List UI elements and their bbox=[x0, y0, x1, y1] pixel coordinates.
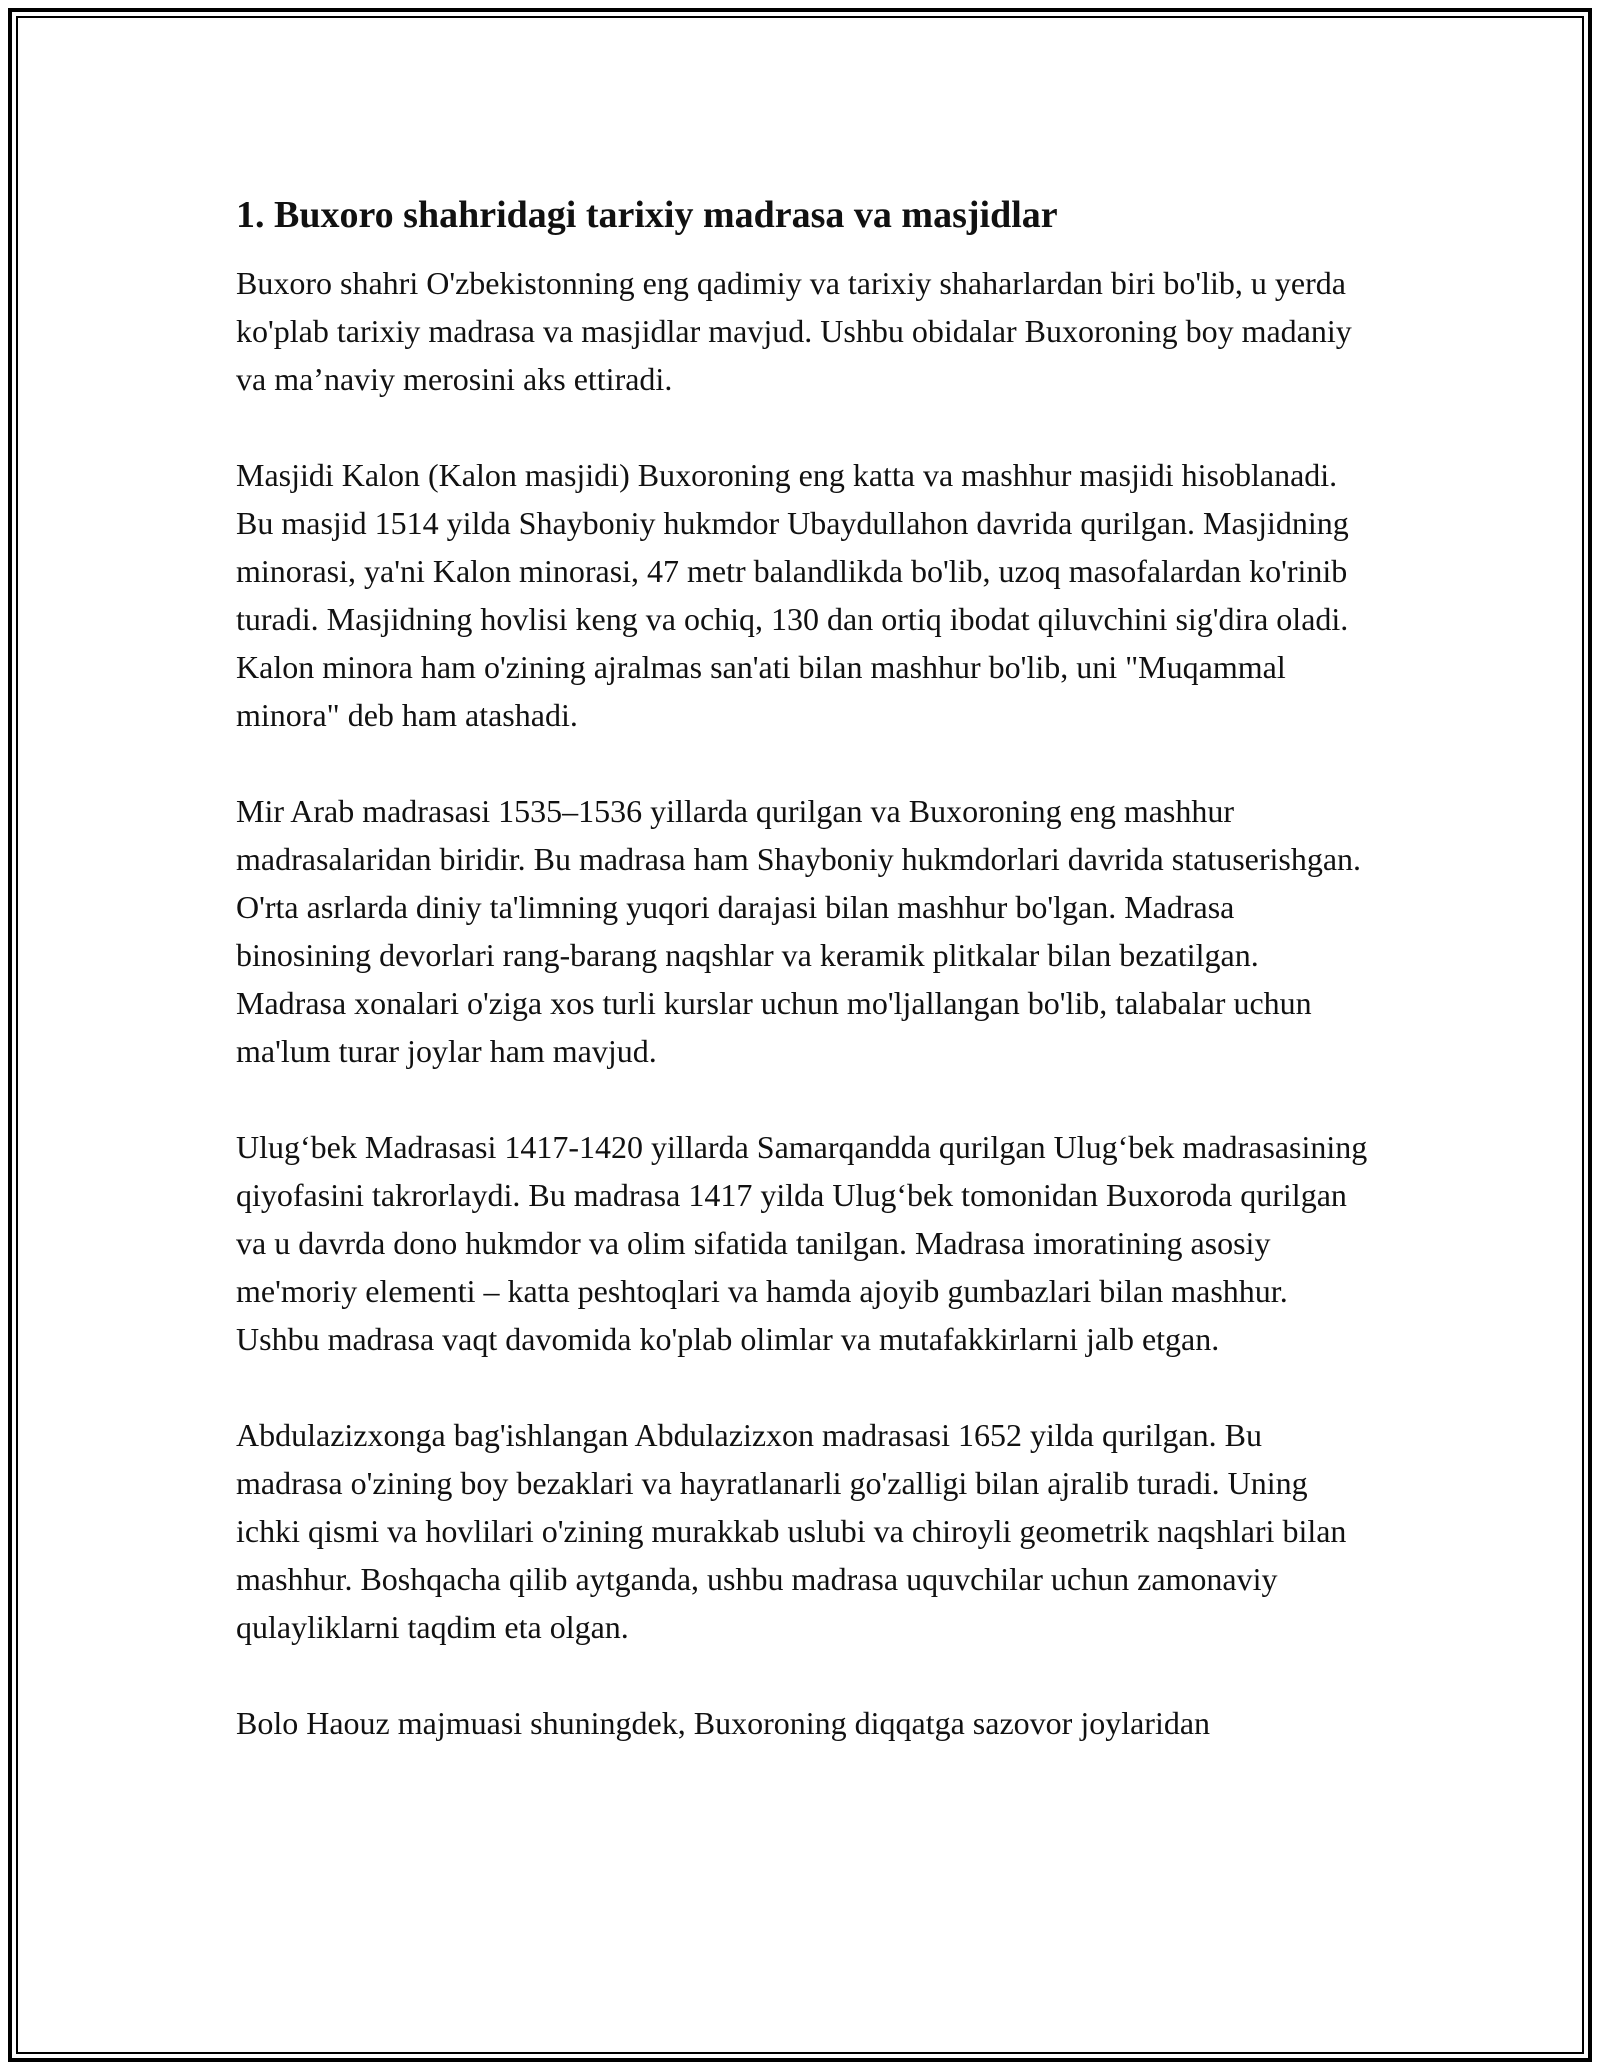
paragraph-abdulazizxon: Abdulazizxonga bag'ishlangan Abdulazizxon madrasasi 1652 yilda qurilgan. Bu madrasa o'zining boy bezaklari va hayratlanarli go'zalligi bilan ajralib turadi. Uning ichki qismi va hovlilari o'zining murakkab uslubi va chiroyli geometrik naqshlari bilan mashhur. Boshqacha qilib aytganda, ushbu madrasa uquvchilar uchun zamonaviy qulayliklarni taqdim eta olgan. bbox=[236, 1417, 1347, 1645]
section-heading: 1. Buxoro shahridagi tarixiy madrasa va masjidlar bbox=[236, 194, 1058, 236]
paragraph-kalon-mosque: Masjidi Kalon (Kalon masjidi) Buxoroning eng katta va mashhur masjidi hisoblanadi. Bu masjid 1514 yilda Shayboniy hukmdor Ubaydullahon davrida qurilgan. Masjidning minorasi, ya'ni Kalon minorasi, 47 metr balandlikda bo'lib, uzoq masofalardan ko'rinib turadi. Masjidning hovlisi keng va ochiq, 130 dan ortiq ibodat qiluvchini sig'dira oladi. Kalon minora ham o'zining ajralmas san'ati bilan mashhur bo'lib, uni "Muqammal minora" deb ham atashadi. bbox=[236, 457, 1349, 733]
paragraph-ulugbek: Ulug‘bek Madrasasi 1417-1420 yillarda Samarqandda qurilgan Ulug‘bek madrasasining qiyofasini takrorlaydi. Bu madrasa 1417 yilda Ulug‘bek tomonidan Buxoroda qurilgan va u davrda dono hukmdor va olim sifatida tanilgan. Madrasa imoratining asosiy me'moriy elementi – katta peshtoqlari va hamda ajoyib gumbazlari bilan mashhur. Ushbu madrasa vaqt davomida ko'plab olimlar va mutafakkirlarni jalb etgan. bbox=[236, 1129, 1368, 1357]
paragraph-intro: Buxoro shahri O'zbekistonning eng qadimiy va tarixiy shaharlardan biri bo'lib, u yerda ko'plab tarixiy madrasa va masjidlar mavjud. Ushbu obidalar Buxoroning boy madaniy va ma’naviy merosini aks ettiradi. bbox=[236, 265, 1352, 397]
document-body bbox=[236, 185, 1376, 1795]
paragraph-mir-arab: Mir Arab madrasasi 1535–1536 yillarda qurilgan va Buxoroning eng mashhur madrasalaridan biridir. Bu madrasa ham Shayboniy hukmdorlari davrida statuserishgan. O'rta asrlarda diniy ta'limning yuqori darajasi bilan mashhur bo'lgan. Madrasa binosining devorlari rang-barang naqshlar va keramik plitkalar bilan bezatilgan. Madrasa xonalari o'ziga xos turli kurslar uchun mo'ljallangan bo'lib, talabalar uchun ma'lum turar joylar ham mavjud. bbox=[236, 793, 1362, 1069]
paragraph-bolo-haouz: Bolo Haouz majmuasi shuningdek, Buxoroning diqqatga sazovor joylaridan bbox=[236, 1705, 1211, 1741]
